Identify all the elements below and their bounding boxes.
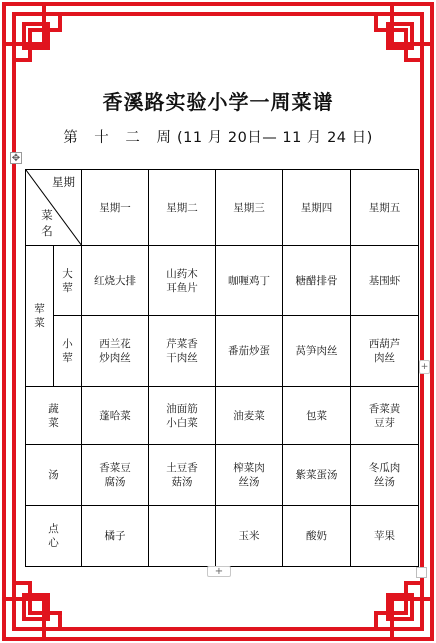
menu-cell: 冬瓜肉 丝汤 — [351, 445, 419, 506]
menu-cell: 苹果 — [351, 506, 419, 567]
day-header: 星期二 — [149, 170, 216, 246]
menu-cell: 糖醋排骨 — [283, 246, 351, 316]
vegetable-row — [26, 387, 419, 445]
soup-label: 汤 — [26, 445, 82, 506]
day-header: 星期五 — [351, 170, 419, 246]
corner-diagonal-cell — [26, 170, 82, 246]
day-header: 星期四 — [283, 170, 351, 246]
small-meat-label: 小 荤 — [54, 316, 82, 387]
vegetable-label: 蔬 菜 — [26, 387, 82, 445]
menu-cell: 紫菜蛋汤 — [283, 445, 351, 506]
add-row-button[interactable]: + — [207, 566, 231, 577]
menu-cell — [149, 506, 216, 567]
menu-cell: 榨菜肉 丝汤 — [216, 445, 283, 506]
day-header: 星期三 — [216, 170, 283, 246]
week-subtitle — [0, 126, 436, 147]
snack-label: 点 心 — [26, 506, 82, 567]
corner-label-dish: 菜 名 — [41, 208, 53, 238]
menu-cell: 包菜 — [283, 387, 351, 445]
menu-cell: 酸奶 — [283, 506, 351, 567]
date-range: (11 月 20日— 11 月 24 日) — [177, 130, 373, 146]
menu-cell: 番茄炒蛋 — [216, 316, 283, 387]
menu-cell: 红烧大排 — [82, 246, 149, 316]
big-meat-row — [26, 246, 419, 316]
corner-label-day: 星期 — [52, 175, 75, 189]
menu-cell: 山药木 耳鱼片 — [149, 246, 216, 316]
menu-cell: 香菜豆 腐汤 — [82, 445, 149, 506]
menu-cell: 咖喱鸡丁 — [216, 246, 283, 316]
snack-row — [26, 506, 419, 567]
soup-row — [26, 445, 419, 506]
menu-cell: 基围虾 — [351, 246, 419, 316]
menu-cell: 油面筋 小白菜 — [149, 387, 216, 445]
add-column-button[interactable]: + — [420, 362, 429, 372]
meat-category-label: 荤 菜 — [26, 246, 54, 387]
menu-cell: 玉米 — [216, 506, 283, 567]
big-meat-label: 大 荤 — [54, 246, 82, 316]
weekly-menu-table — [25, 169, 419, 567]
table-resize-handle[interactable] — [416, 567, 427, 578]
week-number: 第 十 二 周 — [63, 130, 178, 146]
small-meat-row — [26, 316, 419, 387]
menu-cell: 油麦菜 — [216, 387, 283, 445]
menu-cell: 土豆香 菇汤 — [149, 445, 216, 506]
menu-cell: 莴笋肉丝 — [283, 316, 351, 387]
day-header: 星期一 — [82, 170, 149, 246]
menu-cell: 橘子 — [82, 506, 149, 567]
menu-cell: 蓬哈菜 — [82, 387, 149, 445]
header-row — [26, 170, 419, 246]
menu-cell: 西兰花 炒肉丝 — [82, 316, 149, 387]
menu-cell: 芹菜香 干肉丝 — [149, 316, 216, 387]
menu-cell: 西葫芦 肉丝 — [351, 316, 419, 387]
menu-cell: 香菜黄 豆芽 — [351, 387, 419, 445]
menu-title: 香溪路实验小学一周菜谱 — [102, 90, 334, 114]
table-move-handle-icon[interactable]: ✥ — [11, 153, 21, 164]
